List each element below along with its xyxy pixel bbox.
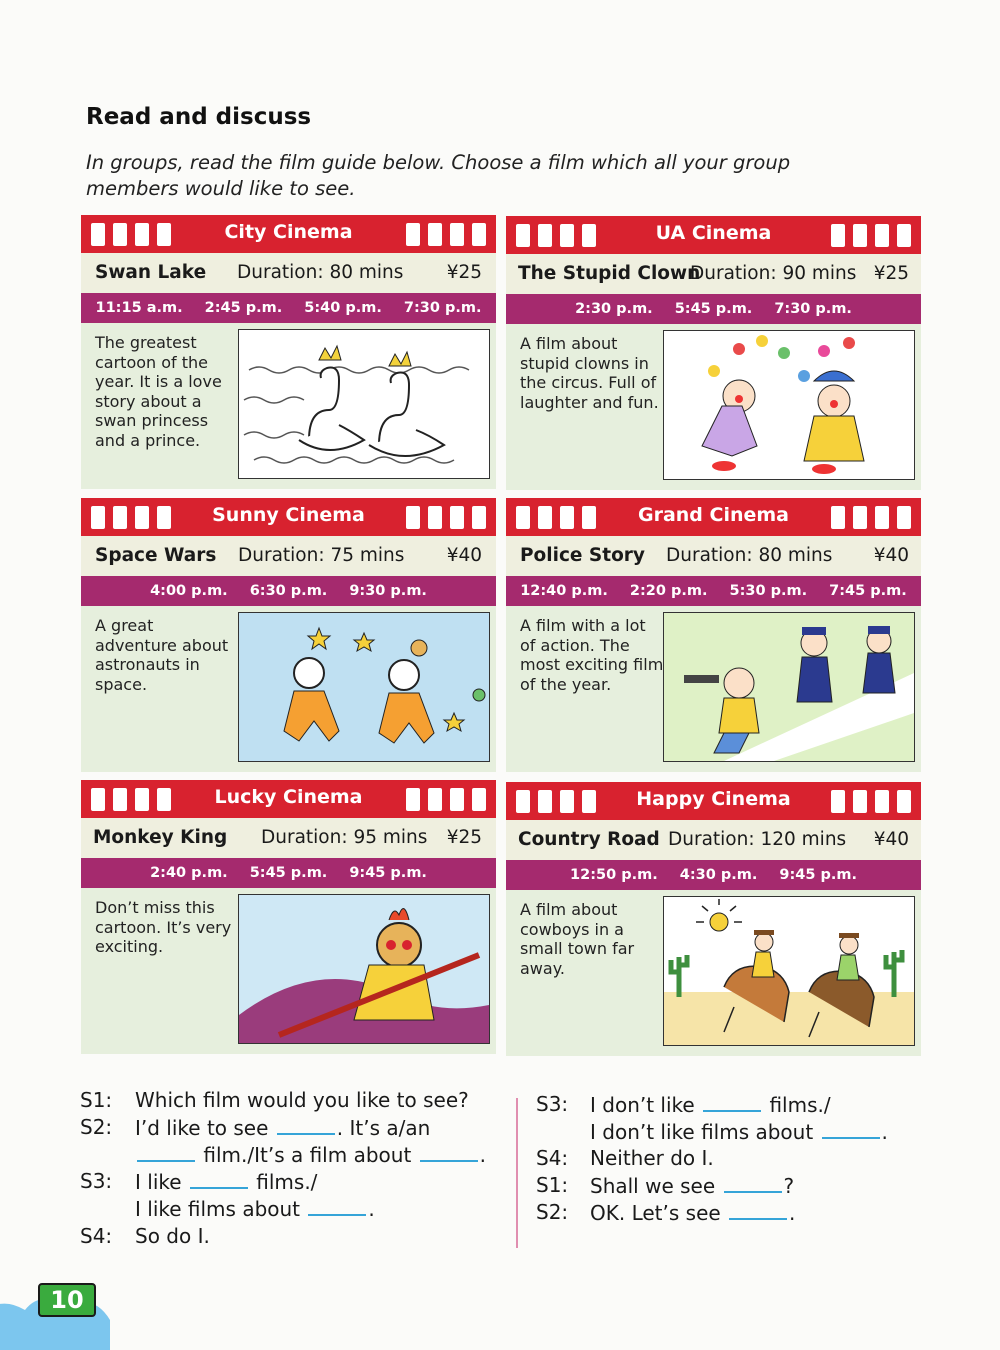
police-chase-illustration xyxy=(663,612,915,762)
film-duration: Duration: 80 mins xyxy=(666,545,833,566)
film-title: Swan Lake xyxy=(95,262,207,283)
film-price: ¥40 xyxy=(873,829,909,850)
speaker-label: S4: xyxy=(536,1146,569,1170)
showtimes-row xyxy=(506,294,921,324)
instructions: In groups, read the film guide below. Choose a film which all your group members would like to see. xyxy=(86,151,791,200)
answer-blank[interactable] xyxy=(277,1115,335,1135)
showtime: 5:30 p.m. xyxy=(729,583,808,599)
film-title: The Stupid Clown xyxy=(518,263,701,284)
film-body xyxy=(81,606,496,772)
dialogue-line xyxy=(536,1146,714,1170)
dialogue-line xyxy=(80,1115,431,1140)
dialogue-text: Shall we see xyxy=(590,1174,716,1198)
film-title: Monkey King xyxy=(93,827,228,848)
cinema-header xyxy=(81,780,496,818)
film-info-row xyxy=(81,536,496,576)
speaker-label: S4: xyxy=(80,1224,113,1248)
answer-blank[interactable] xyxy=(729,1200,787,1220)
dialogue-text: films./ xyxy=(769,1093,831,1117)
film-description: Don’t miss this cartoon. It’s very exciting. xyxy=(95,898,232,956)
speaker-label: S2: xyxy=(80,1115,113,1139)
showtime: 7:30 p.m. xyxy=(774,301,852,317)
dialogue-text: I like xyxy=(135,1170,182,1194)
dialogue-line xyxy=(80,1169,318,1194)
film-card-ua-cinema xyxy=(506,216,921,490)
film-title: Space Wars xyxy=(95,545,217,566)
showtimes-row xyxy=(81,293,496,323)
dialogue-text: films./ xyxy=(256,1170,318,1194)
dialogue-text: OK. Let’s see xyxy=(590,1201,721,1225)
showtime: 4:30 p.m. xyxy=(679,867,758,883)
speaker-label: S1: xyxy=(536,1173,569,1197)
answer-blank[interactable] xyxy=(703,1092,761,1112)
film-duration: Duration: 120 mins xyxy=(668,829,847,850)
film-info-row xyxy=(81,253,496,293)
cinema-name: UA Cinema xyxy=(655,222,772,244)
dialogue-line xyxy=(590,1119,888,1144)
speaker-label: S1: xyxy=(80,1088,113,1112)
speaker-label: S3: xyxy=(80,1169,113,1193)
dialogue-text: So do I. xyxy=(135,1224,210,1248)
showtime: 7:30 p.m. xyxy=(403,300,482,316)
cinema-name: Sunny Cinema xyxy=(212,504,365,526)
cinema-header xyxy=(506,498,921,536)
showtime: 9:45 p.m. xyxy=(349,865,427,881)
dialogue-line xyxy=(135,1142,486,1167)
film-description: A film about stupid clowns in the circus. Full of laughter and fun. xyxy=(520,334,659,412)
film-price: ¥25 xyxy=(446,262,482,283)
answer-blank[interactable] xyxy=(420,1142,478,1162)
film-duration: Duration: 90 mins xyxy=(690,263,857,284)
film-strip-holes xyxy=(831,506,911,529)
column-divider xyxy=(516,1098,518,1248)
showtime: 4:00 p.m. xyxy=(150,583,228,599)
film-description: A film about cowboys in a small town far away. xyxy=(520,900,635,978)
showtime: 2:40 p.m. xyxy=(150,865,228,881)
showtime: 12:40 p.m. xyxy=(520,583,608,599)
film-description: A film with a lot of action. The most exciting film of the year. xyxy=(520,616,664,694)
film-info-row xyxy=(81,818,496,858)
answer-blank[interactable] xyxy=(724,1173,782,1193)
film-info-row xyxy=(506,254,921,294)
dialogue-line xyxy=(80,1088,469,1112)
film-price: ¥25 xyxy=(873,263,909,284)
dialogue-text: I don’t like films about xyxy=(590,1120,814,1144)
film-body xyxy=(81,888,496,1054)
film-duration: Duration: 75 mins xyxy=(238,545,405,566)
showtime: 6:30 p.m. xyxy=(249,583,328,599)
dialogue-line xyxy=(536,1200,796,1225)
cinema-header xyxy=(506,216,921,254)
cinema-header xyxy=(81,215,496,253)
dialogue-line xyxy=(135,1196,375,1221)
showtime: 2:20 p.m. xyxy=(629,583,708,599)
dialogue-text: ? xyxy=(783,1174,795,1198)
film-info-row xyxy=(506,820,921,860)
dialogue-line xyxy=(80,1224,210,1248)
showtime: 9:45 p.m. xyxy=(779,867,857,883)
film-body xyxy=(506,890,921,1056)
speaker-label: S3: xyxy=(536,1092,569,1116)
film-card-sunny-cinema xyxy=(81,498,496,772)
dialogue-text: I like films about xyxy=(135,1197,301,1221)
film-duration: Duration: 80 mins xyxy=(237,262,404,283)
film-strip-holes xyxy=(406,788,486,811)
film-price: ¥40 xyxy=(873,545,909,566)
dialogue-text: I don’t like xyxy=(590,1093,695,1117)
dialogue-text: film./It’s a film about xyxy=(203,1143,412,1167)
showtime: 5:45 p.m. xyxy=(674,301,753,317)
astronaut-illustration xyxy=(238,612,490,762)
showtime: 5:40 p.m. xyxy=(304,300,382,316)
film-title: Country Road xyxy=(518,829,660,850)
dialogue-line xyxy=(536,1092,831,1117)
film-info-row xyxy=(506,536,921,576)
showtime: 5:45 p.m. xyxy=(249,865,328,881)
film-card-lucky-cinema xyxy=(81,780,496,1054)
film-duration: Duration: 95 mins xyxy=(261,827,428,848)
dialogue-text: . xyxy=(368,1197,375,1221)
dialogue-text: . xyxy=(479,1143,486,1167)
dialogue-text: . xyxy=(881,1120,888,1144)
film-strip-holes xyxy=(406,506,486,529)
clown-illustration xyxy=(663,330,915,480)
showtimes-row xyxy=(81,576,496,606)
film-body xyxy=(506,324,921,490)
answer-blank[interactable] xyxy=(308,1196,366,1216)
answer-blank[interactable] xyxy=(190,1169,248,1189)
speaker-label: S2: xyxy=(536,1200,569,1224)
showtimes-row xyxy=(506,860,921,890)
showtime: 2:30 p.m. xyxy=(575,301,653,317)
showtimes-row xyxy=(81,858,496,888)
cinema-header xyxy=(506,782,921,820)
film-body xyxy=(506,606,921,772)
film-card-grand-cinema xyxy=(506,498,921,772)
film-title: Police Story xyxy=(520,545,645,566)
cinema-name: Grand Cinema xyxy=(637,504,790,526)
cinema-name: City Cinema xyxy=(224,221,353,243)
dialogue-text: Which film would you like to see? xyxy=(135,1088,469,1112)
showtime: 7:45 p.m. xyxy=(829,583,907,599)
film-card-city-cinema xyxy=(81,215,496,489)
film-body xyxy=(81,323,496,489)
dialogue-text: Neither do I. xyxy=(590,1146,714,1170)
cinema-header xyxy=(81,498,496,536)
film-description: The greatest cartoon of the year. It is a love story about a swan princess and a prince. xyxy=(95,333,222,450)
showtime: 2:45 p.m. xyxy=(204,300,283,316)
answer-blank[interactable] xyxy=(137,1142,195,1162)
dialogue-text: . It’s a/an xyxy=(336,1116,431,1140)
cowboy-illustration xyxy=(663,896,915,1046)
monkey-king-illustration xyxy=(238,894,490,1044)
showtime: 11:15 a.m. xyxy=(95,300,183,316)
film-strip-holes xyxy=(831,224,911,247)
page-number: 10 xyxy=(38,1283,96,1317)
film-price: ¥40 xyxy=(446,545,482,566)
showtimes-row xyxy=(506,576,921,606)
dialogue-line xyxy=(536,1173,795,1198)
cinema-name: Happy Cinema xyxy=(636,788,791,810)
answer-blank[interactable] xyxy=(822,1119,880,1139)
page-title: Read and discuss xyxy=(86,104,312,130)
showtime: 12:50 p.m. xyxy=(570,867,658,883)
cinema-name: Lucky Cinema xyxy=(214,786,363,808)
film-strip-holes xyxy=(406,223,486,246)
dialogue-text: . xyxy=(789,1201,796,1225)
dialogue-text: I’d like to see xyxy=(135,1116,269,1140)
film-card-happy-cinema xyxy=(506,782,921,1056)
film-price: ¥25 xyxy=(446,827,482,848)
showtime: 9:30 p.m. xyxy=(349,583,427,599)
film-description: A great adventure about astronauts in space. xyxy=(95,616,229,694)
film-strip-holes xyxy=(831,790,911,813)
swan-illustration xyxy=(238,329,490,479)
